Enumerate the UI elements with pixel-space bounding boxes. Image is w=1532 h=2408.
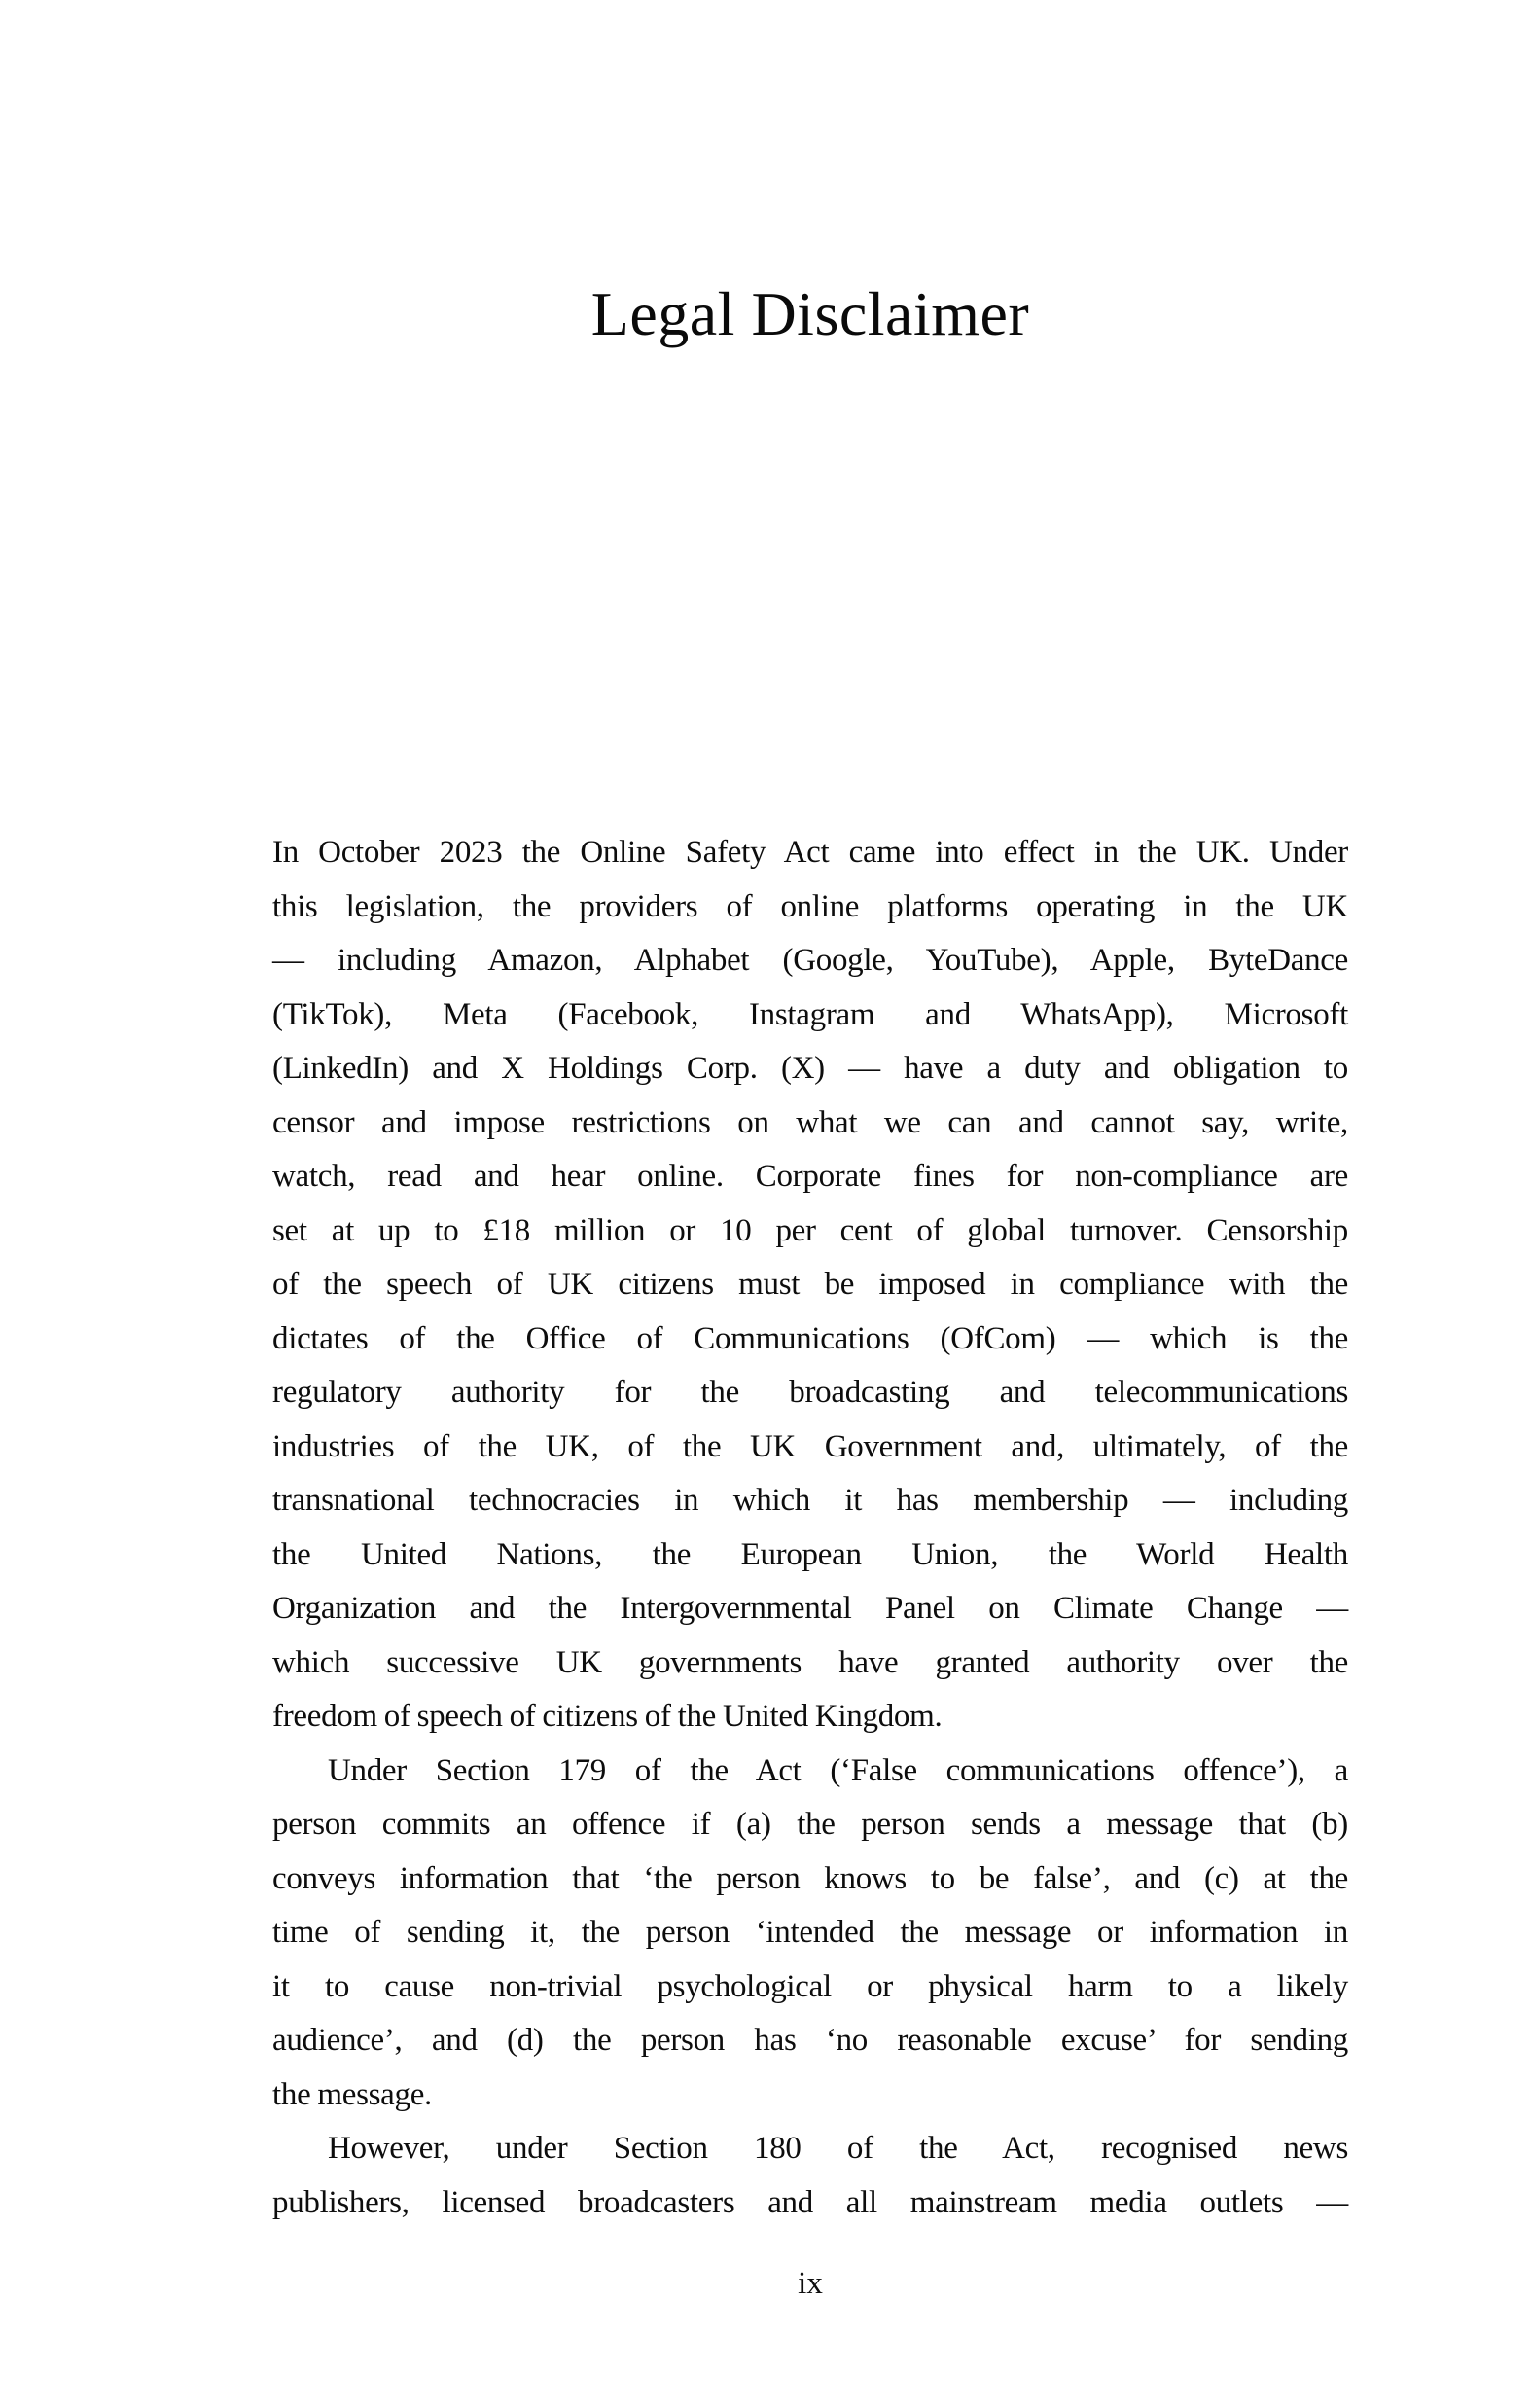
text-line: Under Section 179 of the Act (‘False communications offence’), a (328, 1752, 1348, 1788)
text-line: However, under Section 180 of the Act, recognised news (328, 2131, 1348, 2166)
text-line: censor and impose restrictions on what we can and cannot say, write, (272, 1104, 1348, 1140)
text-line: (TikTok), Meta (Facebook, Instagram and WhatsApp), Microsoft (272, 996, 1348, 1032)
text-line: person commits an offence if (a) the person sends a message that (b) (272, 1807, 1348, 1842)
text-line: set at up to £18 million or 10 per cent of global turnover. Censorship (272, 1212, 1348, 1248)
page-number: ix (798, 2266, 823, 2301)
text-line: transnational technocracies in which it has membership — including (272, 1483, 1348, 1518)
text-line: time of sending it, the person ‘intended the message or information in (272, 1915, 1348, 1950)
text-line: the message. (272, 2076, 433, 2112)
text-line: it to cause non-trivial psychological or physical harm to a likely (272, 1968, 1348, 2004)
text-line: (LinkedIn) and X Holdings Corp. (X) — have a duty and obligation to (272, 1051, 1348, 1086)
text-line: publishers, licensed broadcasters and all mainstream media outlets — (272, 2184, 1348, 2220)
text-line: of the speech of UK citizens must be imposed in compliance with the (272, 1267, 1348, 1302)
text-line: industries of the UK, of the UK Government and, ultimately, of the (272, 1428, 1348, 1464)
paragraph (272, 1744, 1348, 2123)
text-line: the United Nations, the European Union, the World Health (272, 1536, 1348, 1572)
text-line: watch, read and hear online. Corporate fines for non-compliance are (272, 1159, 1348, 1194)
page-title: Legal Disclaimer (590, 279, 1030, 348)
text-line: which successive UK governments have granted authority over the (272, 1644, 1348, 1680)
body-text (272, 826, 1348, 2230)
text-line: conveys information that ‘the person knows to be false’, and (c) at the (272, 1860, 1348, 1896)
paragraph (272, 826, 1348, 1744)
text-line: Organization and the Intergovernmental Panel on Climate Change — (272, 1591, 1348, 1626)
text-line: this legislation, the providers of online platforms operating in the UK (272, 888, 1348, 924)
text-line: audience’, and (d) the person has ‘no reasonable excuse’ for sending (272, 2023, 1348, 2058)
paragraph (272, 2122, 1348, 2230)
text-line: regulatory authority for the broadcasting and telecommunications (272, 1375, 1348, 1410)
text-line: dictates of the Office of Communications (OfCom) — which is the (272, 1320, 1348, 1356)
text-line: In October 2023 the Online Safety Act came into effect in the UK. Under (272, 835, 1348, 870)
text-line: — including Amazon, Alphabet (Google, YouTube), Apple, ByteDance (272, 943, 1348, 978)
text-line: freedom of speech of citizens of the United Kingdom. (272, 1699, 943, 1734)
